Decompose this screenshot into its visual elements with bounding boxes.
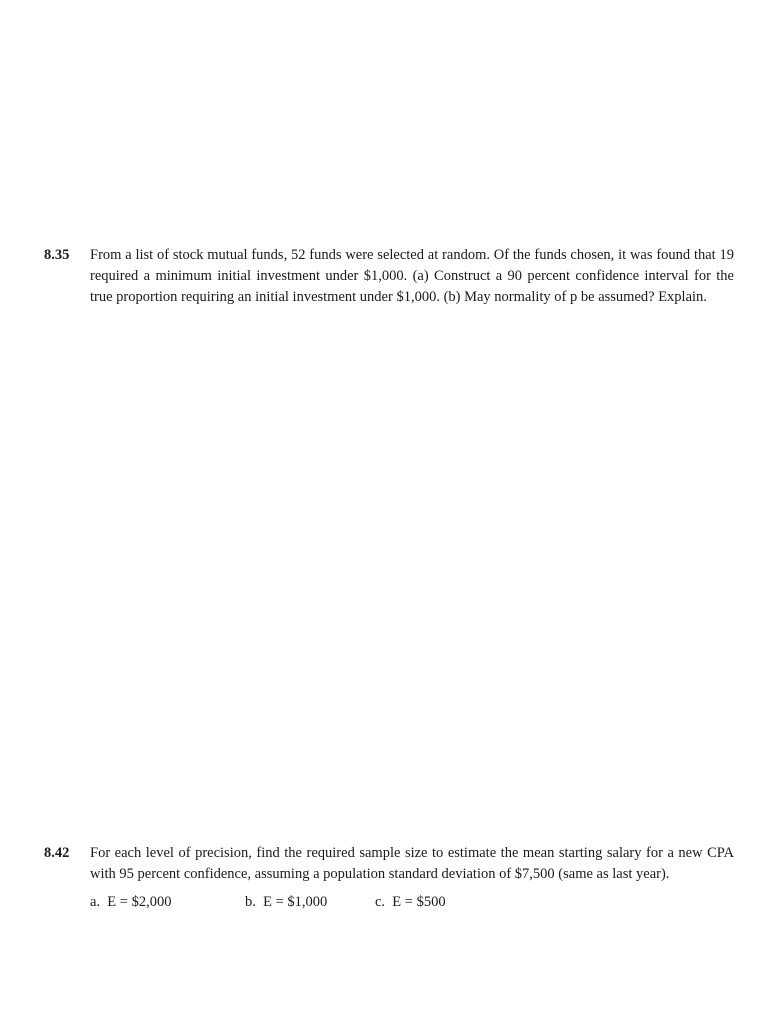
problem-8-42 [44, 843, 734, 913]
option-a: a. E = $2,000 [90, 894, 172, 910]
option-c: c. E = $500 [375, 894, 446, 910]
answer-options [90, 892, 734, 913]
problem-number: 8.35 [44, 247, 70, 263]
problem-number: 8.42 [44, 845, 70, 861]
problem-text: For each level of precision, find the required sample size to estimate the mean starting salary for a new CPA with 95 percent confidence, assuming a population standard deviation of $7,500 (same as last year). [90, 845, 734, 882]
problem-8-35 [44, 245, 734, 308]
problem-body [90, 245, 734, 308]
problem-body [90, 843, 734, 913]
problem-text: From a list of stock mutual funds, 52 funds were selected at random. Of the funds chosen, it was found that 19 required a minimum initial investment under $1,000. (a) Construct a 90 percent confidence interval for the true proportion requiring an initial investment under $1,000. (b) May normality of p be assumed? Explain. [90, 247, 734, 305]
option-b: b. E = $1,000 [245, 894, 328, 910]
